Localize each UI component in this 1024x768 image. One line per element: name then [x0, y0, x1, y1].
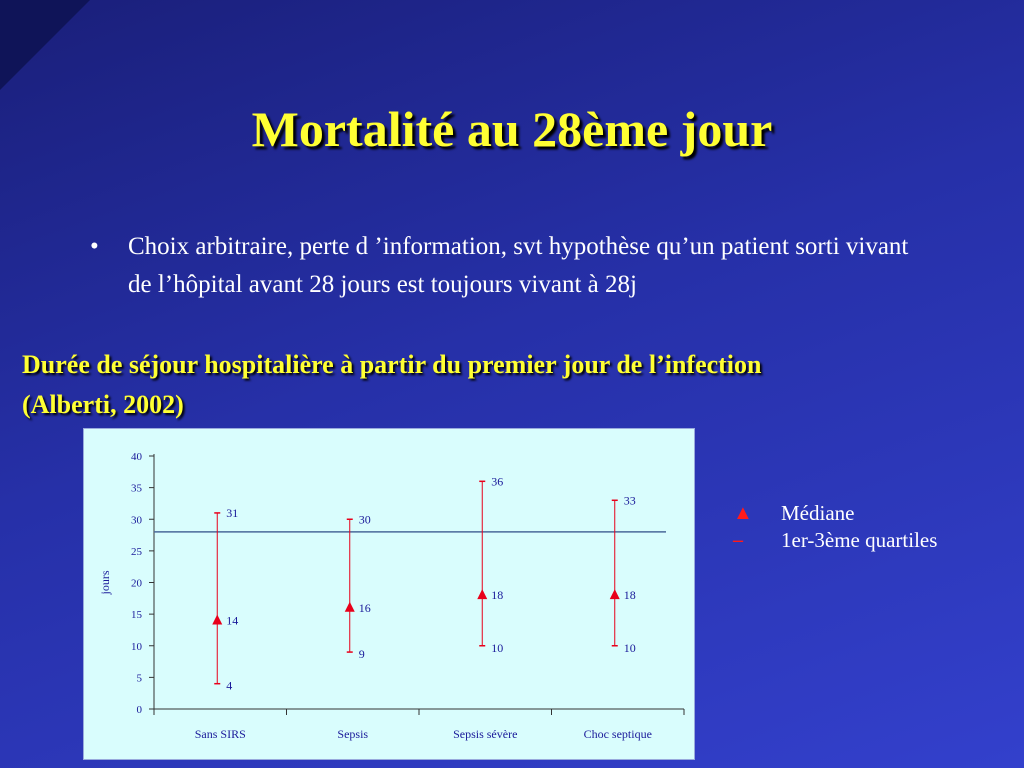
bullet-point	[90, 228, 920, 304]
chart-subtitle: Durée de séjour hospitalière à partir du premier jour de l’infection (Alberti, 2002)	[22, 350, 762, 419]
bullet-text: Choix arbitraire, perte d ’information, svt hypothèse qu’un patient sorti vivant de l’hôpital avant 28 jours est toujours vivant à 28j	[128, 233, 909, 298]
y-tick-label: 10	[131, 640, 142, 653]
y-tick-label: 25	[131, 545, 142, 558]
q1-label: 10	[491, 640, 504, 655]
x-category-label: Sepsis	[337, 727, 369, 741]
median-marker	[610, 589, 620, 599]
x-category-label: Sepsis sévère	[453, 727, 518, 741]
range-chart	[84, 429, 694, 759]
y-axis-label: jours	[98, 570, 112, 595]
dash-icon: –	[733, 529, 743, 551]
legend-median-label: Médiane	[781, 501, 855, 525]
q1-label: 4	[226, 678, 233, 693]
chart-area	[83, 428, 695, 760]
y-tick-label: 5	[136, 672, 142, 685]
legend-median	[733, 500, 937, 527]
x-category-label: Sans SIRS	[194, 727, 246, 741]
q1-label: 10	[623, 640, 636, 655]
median-label: 18	[491, 588, 504, 603]
legend	[733, 500, 937, 554]
median-label: 16	[358, 600, 371, 615]
q3-label: 33	[623, 493, 636, 508]
y-tick-label: 20	[131, 577, 142, 590]
median-marker	[477, 589, 487, 599]
corner-decoration	[0, 0, 90, 90]
y-tick-label: 0	[136, 704, 142, 716]
bullet-icon: •	[90, 233, 99, 260]
legend-quartile-label: 1er-3ème quartiles	[781, 528, 938, 552]
q3-label: 30	[358, 512, 371, 527]
y-tick-label: 40	[131, 451, 142, 463]
slide-title: Mortalité au 28ème jour	[251, 101, 773, 157]
legend-quartiles	[733, 527, 937, 554]
q3-label: 31	[226, 505, 239, 520]
y-tick-label: 15	[131, 609, 142, 622]
median-label: 14	[226, 613, 239, 628]
triangle-icon: ▲	[733, 502, 753, 524]
x-category-label: Choc septique	[583, 727, 652, 741]
median-marker	[345, 602, 355, 612]
y-tick-label: 30	[131, 514, 142, 527]
y-tick-label: 35	[131, 482, 142, 495]
median-label: 18	[623, 588, 636, 603]
median-marker	[212, 614, 222, 624]
q3-label: 36	[491, 474, 504, 489]
q1-label: 9	[358, 647, 365, 662]
